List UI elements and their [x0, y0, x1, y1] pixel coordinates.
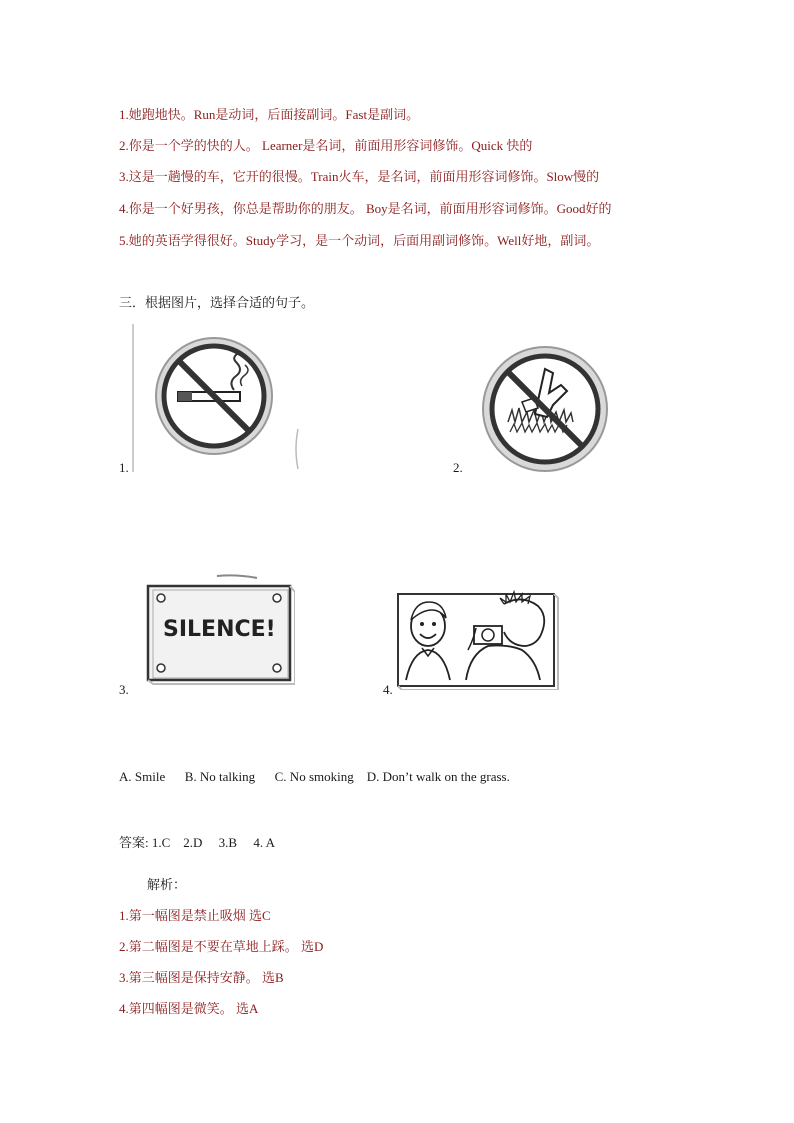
explanation-line-4: 4.你是一个好男孩，你总是帮助你的朋友。 Boy是名词，前面用形容词修饰。Good好的: [119, 201, 612, 216]
smiling-people-drawing-icon: [396, 590, 560, 690]
silence-sign-text: SILENCE!: [163, 617, 276, 642]
picture-4-number: 4.: [383, 682, 393, 697]
explanation-line-3: 3.这是一趟慢的车，它开的很慢。Train火车，是名词，前面用形容词修饰。Slow慢的: [119, 169, 600, 184]
picture-4-smile: [396, 590, 560, 690]
analysis-line-3: 3.第三幅图是保持安静。 选B: [119, 970, 284, 985]
picture-3-silence: [145, 574, 295, 686]
section-title: 三．根据图片，选择合适的句子。: [119, 295, 315, 310]
picture-1-number: 1.: [119, 460, 129, 475]
analysis-line-1: 1.第一幅图是禁止吸烟 选C: [119, 908, 271, 923]
analysis-line-4: 4.第四幅图是微笑。 选A: [119, 1001, 259, 1016]
explanation-line-5: 5.她的英语学得很好。Study学习，是一个动词，后面用副词修饰。Well好地，副词。: [119, 233, 600, 248]
analysis-line-2: 2.第二幅图是不要在草地上踩。 选D: [119, 939, 324, 954]
answer-options: A. Smile B. No talking C. No smoking D. Don’t walk on the grass.: [119, 769, 510, 784]
answer-key: 答案: 1.C 2.D 3.B 4. A: [119, 835, 276, 850]
picture-2-number: 2.: [453, 460, 463, 475]
picture-2-no-walking-on-grass: [480, 344, 610, 476]
explanation-line-1: 1.她跑地快。Run是动词，后面接副词。Fast是副词。: [119, 107, 420, 122]
no-smoking-sign-icon: [132, 324, 302, 474]
no-walking-on-grass-sign-icon: [480, 344, 610, 476]
picture-1-no-smoking: [132, 324, 302, 474]
explanation-line-2: 2.你是一个学的快的人。 Learner是名词，前面用形容词修饰。Quick 快的: [119, 138, 533, 153]
analysis-label: 解析：: [147, 877, 187, 892]
picture-3-number: 3.: [119, 682, 129, 697]
